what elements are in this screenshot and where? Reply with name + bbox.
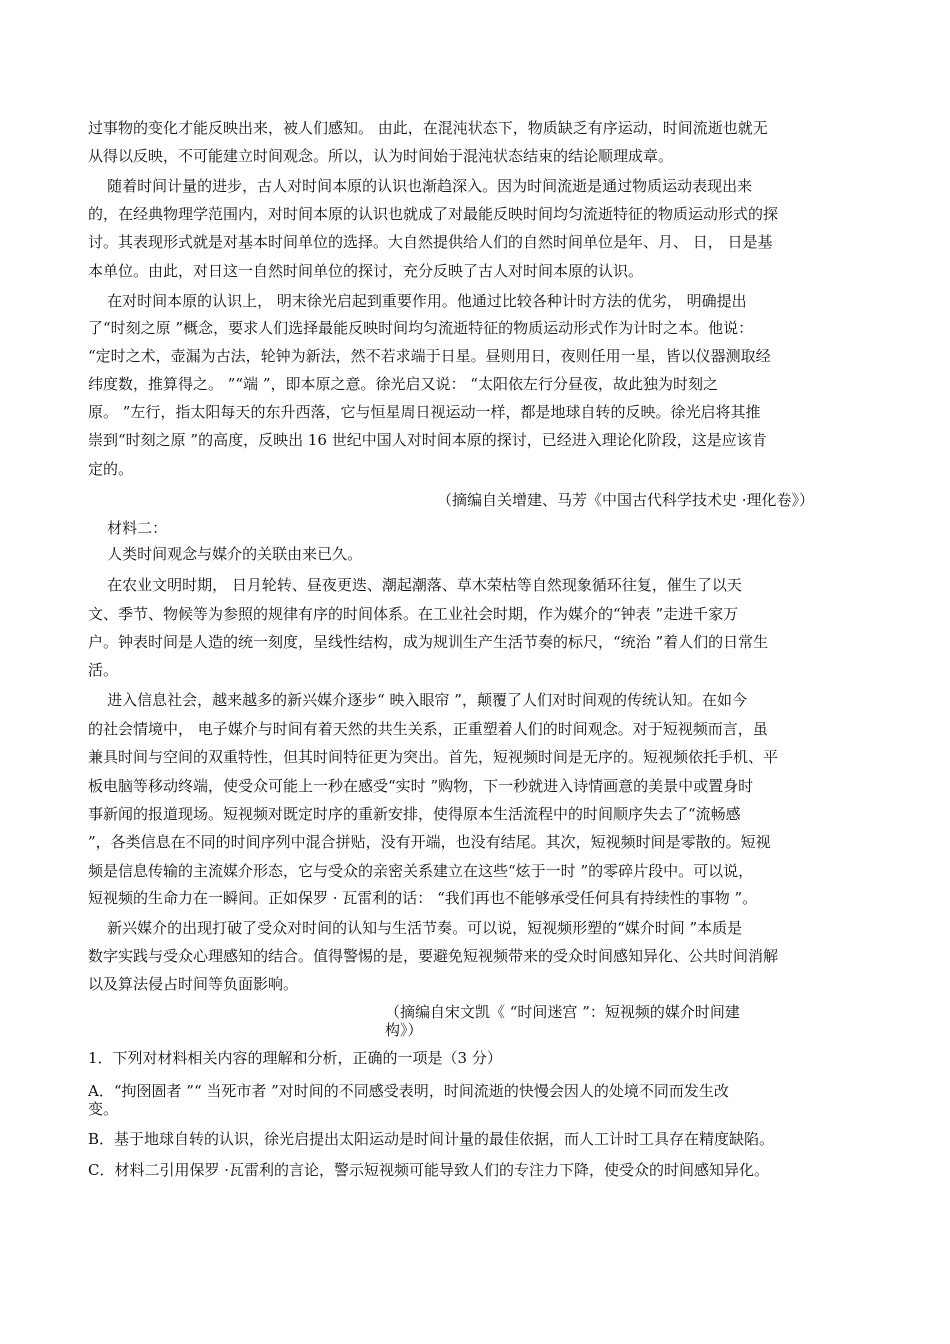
text-line: 在对时间本原的认识上， 明末徐光启起到重要作用。他通过比较各种计时方法的优劣， 明确提出 bbox=[88, 292, 747, 310]
text-line: 崇到“时刻之原 ”的高度，反映出 16 世纪中国人对时间本原的探讨，已经进入理论化阶段，这是应该肯 bbox=[88, 431, 767, 449]
text-line: 新兴媒介的出现打破了受众对时间的认知与生活节奏。可以说，短视频形塑的“媒介时间 ”本质是 bbox=[88, 919, 743, 937]
text-line: 活。 bbox=[88, 661, 119, 679]
text-line: “定时之术，壶漏为古法，轮钟为新法，然不若求端于日星。昼则用日，夜则任用一星，皆以仪器测取经 bbox=[88, 347, 771, 365]
material-two-source: 构》） bbox=[385, 1021, 423, 1039]
option-c: C．材料二引用保罗 ·瓦雷利的言论，警示短视频可能导致人们的专注力下降，使受众的时间感知异化。 bbox=[88, 1161, 770, 1179]
text-line: 本单位。由此，对日这一自然时间单位的探讨，充分反映了古人对时间本原的认识。 bbox=[88, 262, 644, 280]
option-b: B．基于地球自转的认识，徐光启提出太阳运动是时间计量的最佳依据，而人工计时工具存在精度缺陷。 bbox=[88, 1130, 775, 1148]
text-line: 事新闻的报道现场。短视频对既定时序的重新安排，使得原本生活流程中的时间顺序失去了“流畅感 bbox=[88, 805, 741, 823]
text-line: 纬度数，推算得之。 ”“端 ”，即本原之意。徐光启又说： “太阳依左行分昼夜，故此独为时刻之 bbox=[88, 375, 718, 393]
option-a: A．“拘囹圄者 ”“ 当死市者 ”对时间的不同感受表明，时间流逝的快慢会因人的处境不同而发生改 bbox=[88, 1082, 729, 1100]
text-line: 了“时刻之原 ”概念，要求人们选择最能反映时间均匀流逝特征的物质运动形式作为计时之本。他说： bbox=[88, 319, 754, 337]
text-line: 以及算法侵占时间等负面影响。 bbox=[88, 975, 299, 993]
text-line: 讨。其表现形式就是对基本时间单位的选择。大自然提供给人们的自然时间单位是年、月、 日， 日是基 bbox=[88, 233, 773, 251]
material-two-source: （摘编自宋文凯《 “时间迷宫 ”：短视频的媒介时间建 bbox=[385, 1003, 740, 1021]
text-line: 从得以反映，不可能建立时间观念。所以，认为时间始于混沌状态结束的结论顺理成章。 bbox=[88, 147, 674, 165]
text-line: 板电脑等移动终端，使受众可能上一秒在感受“实时 ”购物，下一秒就进入诗情画意的美景中或置身时 bbox=[88, 777, 754, 795]
text-line: 的社会情境中， 电子媒介与时间有着天然的共生关系，正重塑着人们的时间观念。对于短视频而言，虽 bbox=[88, 720, 768, 738]
text-line: 兼具时间与空间的双重特性，但其时间特征更为突出。首先，短视频时间是无序的。短视频依托手机、平 bbox=[88, 748, 779, 766]
text-line: 数字实践与受众心理感知的结合。值得警惕的是，要避免短视频带来的受众时间感知异化、公共时间消解 bbox=[88, 947, 779, 965]
material-two-heading: 材料二： bbox=[88, 519, 168, 537]
text-line: 短视频的生命力在一瞬间。正如保罗 · 瓦雷利的话： “我们再也不能够承受任何具有持续性的事物 ”。 bbox=[88, 889, 758, 907]
text-line: 原。 ”左行，指太阳每天的东升西落，它与恒星周日视运动一样，都是地球自转的反映。徐光启将其推 bbox=[88, 403, 761, 421]
text-line: 定的。 bbox=[88, 460, 134, 478]
text-line: ”，各类信息在不同的时间序列中混合拼贴，没有开端，也没有结尾。其次，短视频时间是零散的。短视 bbox=[88, 833, 771, 851]
text-line: 进入信息社会，越来越多的新兴媒介逐步“ 映入眼帘 ”，颠覆了人们对时间观的传统认知。在如今 bbox=[88, 691, 747, 709]
text-line: 人类时间观念与媒介的关联由来已久。 bbox=[88, 545, 363, 563]
text-line: 随着时间计量的进步，古人对时间本原的认识也渐趋深入。因为时间流逝是通过物质运动表现出来 bbox=[88, 177, 753, 195]
text-line: 户。钟表时间是人造的统一刻度，呈线性结构，成为规训生产生活节奏的标尺，“统治 ”着人们的日常生 bbox=[88, 633, 769, 651]
option-a: 变。 bbox=[88, 1100, 119, 1118]
text-line: 频是信息传输的主流媒介形态，它与受众的亲密关系建立在这些“炫于一时 ”的零碎片段中。可以说， bbox=[88, 862, 754, 880]
text-line: 在农业文明时期， 日月轮转、昼夜更迭、潮起潮落、草木荣枯等自然现象循环往复，催生了以天 bbox=[88, 576, 742, 594]
text-line: 文、季节、物候等为参照的规律有序的时间体系。在工业社会时期，作为媒介的“钟表 ”走进千家万 bbox=[88, 605, 739, 623]
material-one-source: （摘编自关增建、马芳《中国古代科学技术史 ·理化卷》） bbox=[437, 491, 815, 509]
text-line: 过事物的变化才能反映出来，被人们感知。 由此，在混沌状态下，物质缺乏有序运动，时间流逝也就无 bbox=[88, 119, 768, 137]
question-stem: 1．下列对材料相关内容的理解和分析，正确的一项是（3 分） bbox=[88, 1049, 502, 1067]
text-line: 的，在经典物理学范围内，对时间本原的认识也就成了对最能反映时间均匀流逝特征的物质运动形式的探 bbox=[88, 205, 779, 223]
